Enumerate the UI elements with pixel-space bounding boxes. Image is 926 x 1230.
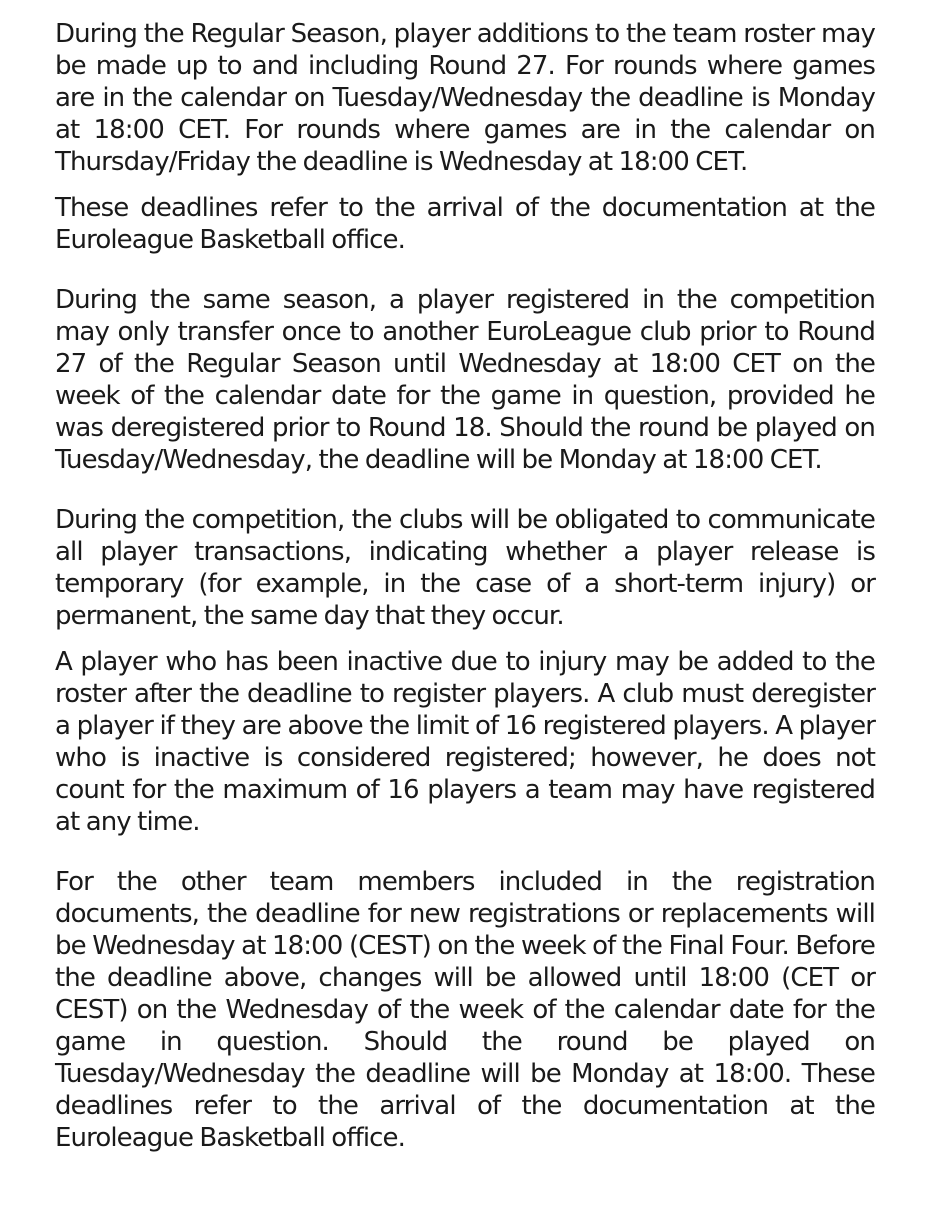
paragraph-other-team-members: For the other team members included in the registration documents, the deadline for new registrations or replacements will be Wednesday at 18:00 (CEST) on the week of the Final Four. Before the deadline above, changes will be allowed until 18:00 (CET or CEST) on the Wednesday of the week of the calendar date for the game in question. Should the round be played on Tuesday/Wednesday the deadline will be Monday at 18:00. These deadlines refer to the arrival of the documentation at the Euroleague Basketball office. [55,867,875,1153]
document-page [55,18,875,1154]
paragraph-player-transactions: During the competition, the clubs will be obligated to communicate all player transactions, indicating whether a player release is temporary (for example, in the case of a short-term injury) or permanent, the same day that they occur. [55,505,875,631]
paragraph-inactive-players: A player who has been inactive due to injury may be added to the roster after the deadline to register players. A club must deregister a player if they are above the limit of 16 registered players. A player who is inactive is considered registered; however, he does not count for the maximum of 16 players a team may have registered at any time. [55,647,875,837]
paragraph-regular-season-additions: During the Regular Season, player additions to the team roster may be made up to and including Round 27. For rounds where games are in the calendar on Tuesday/Wednesday the deadline is Monday at 18:00 CET. For rounds where games are in the calendar on Thursday/Friday the deadline is Wednesday at 18:00 CET. [55,19,875,177]
paragraph-player-transfer: During the same season, a player registered in the competition may only transfer once to another EuroLeague club prior to Round 27 of the Regular Season until Wednesday at 18:00 CET on the week of the calendar date for the game in question, provided he was deregistered prior to Round 18. Should the round be played on Tuesday/Wednesday, the deadline will be Monday at 18:00 CET. [55,285,875,475]
paragraph-deadline-arrival: These deadlines refer to the arrival of the documentation at the Euroleague Basketball office. [55,193,875,255]
